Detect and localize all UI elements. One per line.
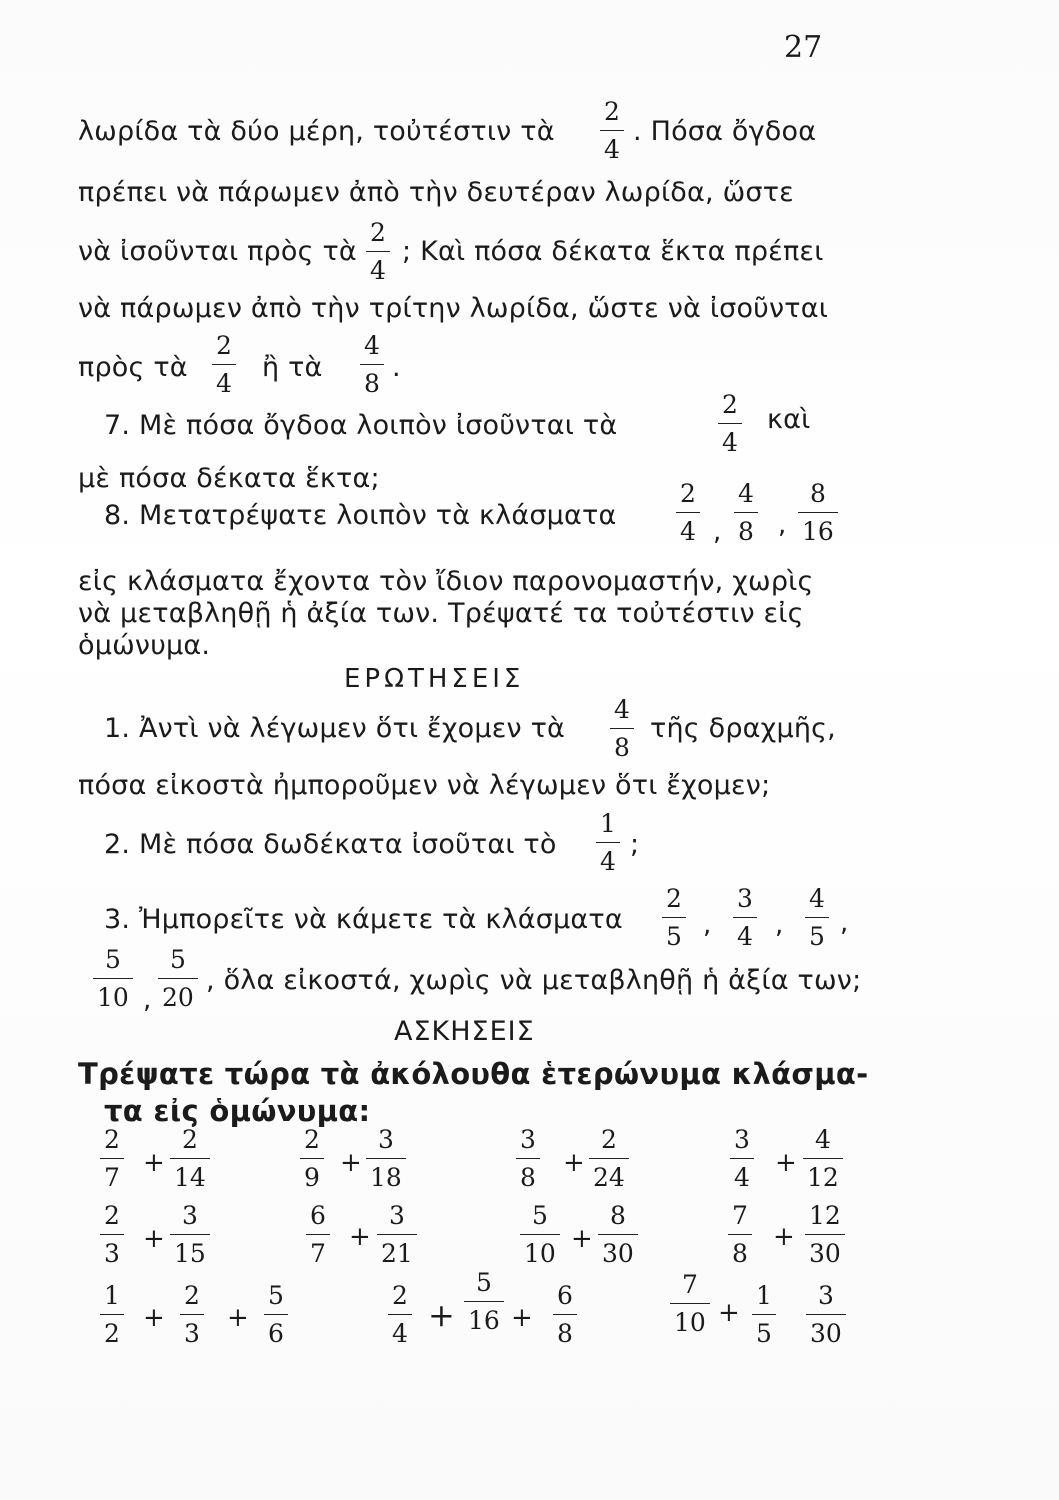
fraction [516,1127,540,1190]
question-2-a: 2. Μὲ πόσα δωδέκατα ἰσοῦται τὸ [104,829,557,860]
plus-sign: + [718,1298,740,1328]
numerator: 2 [104,1201,120,1230]
plus-sign: + [340,1148,362,1178]
para1-line1-b: . Πόσα ὄγδοα [633,116,817,147]
plus-sign: + [227,1303,249,1333]
question-2-b: ; [630,829,640,860]
fraction [728,1203,752,1266]
para1-line5-c: . [392,352,401,383]
fraction [733,886,757,949]
question-3-b: , ὅλα εἰκοστά, χωρὶς νὰ μεταβληθῇ ἡ ἀξία των; [206,965,862,996]
plus-sign: + [773,1222,795,1252]
para1-line5-b: ἢ τὰ [262,352,323,383]
numerator: 5 [169,945,186,974]
denominator: 21 [381,1239,413,1268]
denominator: 3 [104,1239,120,1268]
fraction [662,886,686,949]
denominator: 5 [809,922,825,951]
plus-sign: + [511,1303,533,1333]
denominator: 16 [468,1306,500,1335]
numerator: 2 [104,1125,120,1154]
numerator: 2 [600,1125,617,1154]
fraction [100,1203,124,1266]
question-1-b: τῆς δραχμῆς, [650,713,836,744]
fraction [170,1203,210,1266]
numerator: 3 [817,1281,834,1310]
numerator: 2 [680,479,696,508]
para1-line1-a: λωρίδα τὰ δύο μέρη, τοὐτέστιν τὰ [78,116,555,147]
numerator: 5 [531,1201,548,1230]
fraction [520,1203,560,1266]
fraction [360,333,384,396]
denominator: 4 [737,922,753,951]
fraction [300,1127,324,1190]
denominator: 6 [268,1319,284,1348]
plus-sign: + [563,1148,585,1178]
denominator: 10 [97,983,129,1012]
numerator: 6 [310,1201,326,1230]
numerator: 5 [475,1268,492,1297]
denominator: 9 [304,1163,320,1192]
numerator: 3 [520,1125,536,1154]
fraction [366,1127,406,1190]
numerator: 4 [614,695,630,724]
denominator: 12 [807,1163,839,1192]
numerator: 2 [216,331,232,360]
numerator: 3 [737,884,753,913]
denominator: 30 [602,1239,634,1268]
numerator: 3 [377,1125,394,1154]
fraction [93,947,133,1010]
denominator: 3 [184,1319,200,1348]
q7-line2: μὲ πόσα δέκατα ἕκτα; [78,463,380,494]
numerator: 5 [104,945,121,974]
denominator: 4 [392,1319,408,1348]
fraction [798,481,838,544]
numerator: 4 [738,479,754,508]
numerator: 5 [268,1281,284,1310]
plus-sign: + [428,1296,455,1334]
numerator: 3 [388,1201,405,1230]
fraction [100,1283,124,1346]
fraction [212,333,236,396]
fraction [718,392,742,455]
question-1-line2: πόσα εἰκοστὰ ἠμποροῦμεν νὰ λέγωμεν ὅτι ἔχομεν; [78,770,771,801]
denominator: 2 [104,1319,120,1348]
q8-line3: νὰ μεταβληθῇ ἡ ἀξία των. Τρέψατέ τα τοὐτέστιν εἰς [78,598,804,629]
plus-sign: + [143,1224,165,1254]
fraction [600,99,624,162]
denominator: 4 [680,517,696,546]
comma: , [840,908,849,938]
fraction [596,811,620,874]
denominator: 30 [810,1319,842,1348]
q8-line2: εἰς κλάσματα ἔχοντα τὸν ἴδιον παρονομαστήν, χωρὶς [78,566,814,597]
fraction [388,1283,412,1346]
denominator: 15 [174,1239,206,1268]
denominator: 30 [809,1239,841,1268]
denominator: 8 [614,733,630,762]
denominator: 5 [666,922,682,951]
fraction [366,220,390,283]
fraction [306,1203,330,1266]
numerator: 2 [304,1125,320,1154]
comma: , [143,985,152,1015]
numerator: 1 [756,1281,772,1310]
fraction [803,1127,843,1190]
fraction [805,886,829,949]
q8-text-a: 8. Μετατρέψατε λοιπὸν τὰ κλάσματα [104,500,617,531]
fraction [377,1203,417,1266]
fraction [806,1283,846,1346]
fraction [170,1127,210,1190]
numerator: 2 [604,97,620,126]
fraction [589,1127,629,1190]
denominator: 4 [370,256,386,285]
numerator: 4 [814,1125,831,1154]
denominator: 7 [310,1239,326,1268]
questions-heading: ΕΡΩΤΗΣΕΙΣ [344,664,525,694]
fraction [598,1203,638,1266]
denominator: 18 [370,1163,402,1192]
exercises-intro-1: Τρέψατε τώρα τὰ ἀκόλουθα ἑτερώνυμα κλάσμα- [78,1057,869,1091]
question-3-a: 3. Ἠμπορεῖτε νὰ κάμετε τὰ κλάσματα [104,904,623,935]
denominator: 8 [557,1319,573,1348]
numerator: 2 [722,390,738,419]
plus-sign: + [349,1222,371,1252]
denominator: 10 [674,1308,706,1337]
numerator: 2 [184,1281,200,1310]
fraction [752,1283,776,1346]
fraction [670,1272,710,1335]
denominator: 7 [104,1163,120,1192]
numerator: 3 [734,1125,750,1154]
q7-text-b: καὶ [767,404,811,435]
para1-line5-a: πρὸς τὰ [78,352,188,383]
comma: , [778,510,787,540]
comma: , [713,517,722,547]
denominator: 16 [802,517,834,546]
numerator: 3 [181,1201,198,1230]
fraction [180,1283,204,1346]
denominator: 4 [722,428,738,457]
denominator: 20 [162,983,194,1012]
numerator: 1 [104,1281,120,1310]
denominator: 4 [216,369,232,398]
fraction [553,1283,577,1346]
page-number: 27 [784,30,823,65]
comma: , [775,910,784,940]
fraction [464,1270,504,1333]
question-1-a: 1. Ἀντὶ νὰ λέγωμεν ὅτι ἔχομεν τὰ [104,713,566,744]
comma: , [703,910,712,940]
denominator: 8 [364,369,380,398]
denominator: 8 [520,1163,536,1192]
para1-line2: πρέπει νὰ πάρωμεν ἀπὸ τὴν δευτέραν λωρίδα, ὥστε [78,177,794,208]
numerator: 1 [600,809,616,838]
para1-line3-b: ; Καὶ πόσα δέκατα ἕκτα πρέπει [402,236,824,267]
denominator: 4 [600,847,616,876]
fraction [100,1127,124,1190]
denominator: 8 [732,1239,748,1268]
numerator: 2 [392,1281,408,1310]
denominator: 10 [524,1239,556,1268]
plus-sign: + [143,1148,165,1178]
denominator: 8 [738,517,754,546]
denominator: 14 [174,1163,206,1192]
q8-line4: ὁμώνυμα. [78,630,211,661]
numerator: 7 [681,1270,698,1299]
fraction [158,947,198,1010]
numerator: 2 [181,1125,198,1154]
para1-line4: νὰ πάρωμεν ἀπὸ τὴν τρίτην λωρίδα, ὥστε νὰ ἰσοῦνται [78,293,829,324]
fraction [805,1203,845,1266]
numerator: 4 [809,884,825,913]
plus-sign: + [143,1303,165,1333]
denominator: 4 [604,135,620,164]
numerator: 12 [809,1201,841,1230]
denominator: 5 [756,1319,772,1348]
para1-line3-a: νὰ ἰσοῦνται πρὸς τὰ [78,236,357,267]
numerator: 8 [609,1201,626,1230]
fraction [610,697,634,760]
fraction [676,481,700,544]
numerator: 6 [557,1281,573,1310]
numerator: 8 [809,479,826,508]
denominator: 24 [593,1163,625,1192]
numerator: 2 [370,218,386,247]
fraction [734,481,758,544]
q7-text-a: 7. Μὲ πόσα ὄγδοα λοιπὸν ἰσοῦνται τὰ [104,410,618,441]
fraction [730,1127,754,1190]
denominator: 4 [734,1163,750,1192]
plus-sign: + [571,1224,593,1254]
numerator: 4 [364,331,380,360]
numerator: 7 [732,1201,748,1230]
exercises-intro-2: τα εἰς ὁμώνυμα: [104,1094,371,1128]
numerator: 2 [666,884,682,913]
exercises-heading: ΑΣΚΗΣΕΙΣ [394,1016,535,1047]
plus-sign: + [775,1148,797,1178]
fraction [264,1283,288,1346]
